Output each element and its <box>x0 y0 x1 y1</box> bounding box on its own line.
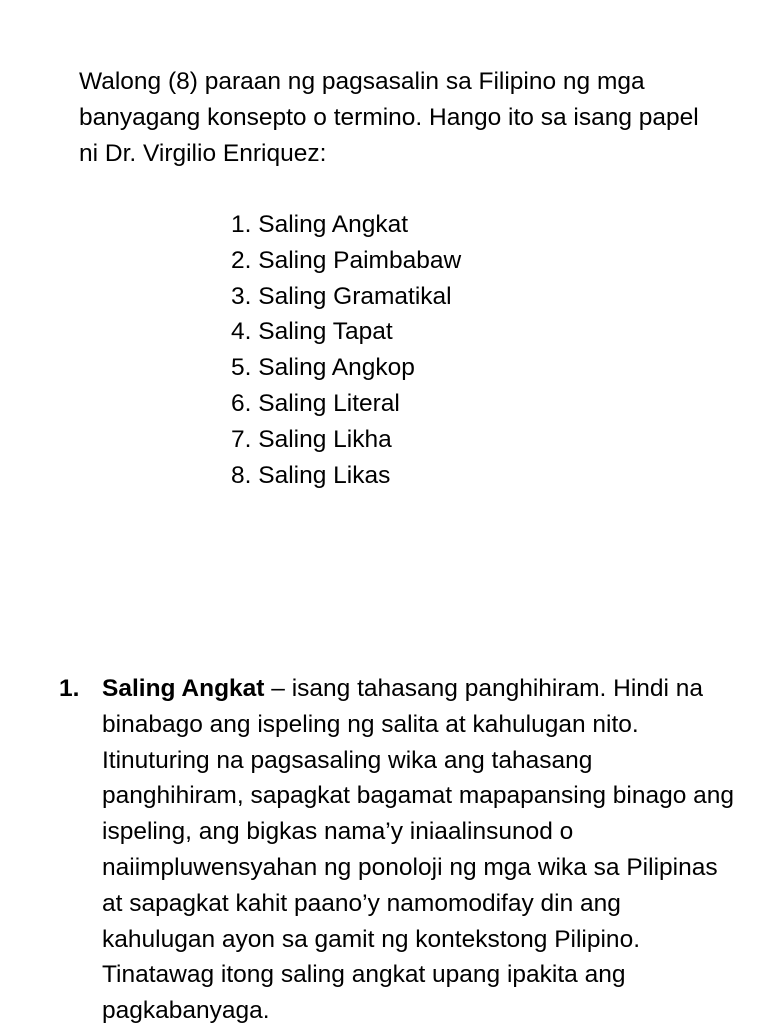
list-item: 6. Saling Literal <box>231 389 400 417</box>
list-item: 7. Saling Likha <box>231 425 392 453</box>
list-item: 8. Saling Likas <box>231 461 391 489</box>
list-item: 4. Saling Tapat <box>231 318 393 346</box>
definition-saling-angkat <box>59 671 739 1029</box>
list-item: 1. Saling Angkat <box>231 211 409 238</box>
definition-body <box>102 671 739 1029</box>
intro-paragraph: Walong (8) paraan ng pagsasalin sa Filipino ng mga banyagang konsepto o termino. Hango ito sa isang papel ni Dr. Virgilio Enriquez: <box>79 68 699 167</box>
list-item: 5. Saling Angkop <box>231 354 415 382</box>
definition-term: Saling Angkat <box>102 675 265 702</box>
list-item: 2. Saling Paimbabaw <box>231 246 462 274</box>
definition-number: 1. <box>59 675 80 702</box>
definition-text: – isang tahasang panghihiram. Hindi na binabago ang ispeling ng salita at kahulugan nito. Itinuturing na pagsasaling wika ang tahasang panghihiram, sapagkat bagamat mapapansing binago ang ispeling, ang bigkas nama’y iniaalinsunod o naiimpluwensyahan ng ponoloji ng mga wika sa Pilipinas at sapagkat kahit paano’y namomodifay din ang kahulugan ayon sa gamit ng kontekstong Pilipino. Tinatawag itong saling angkat upang ipakita ang pagkabanyaga. <box>102 675 735 1025</box>
list-item: 3. Saling Gramatikal <box>231 282 452 310</box>
translation-methods-list <box>231 207 461 493</box>
